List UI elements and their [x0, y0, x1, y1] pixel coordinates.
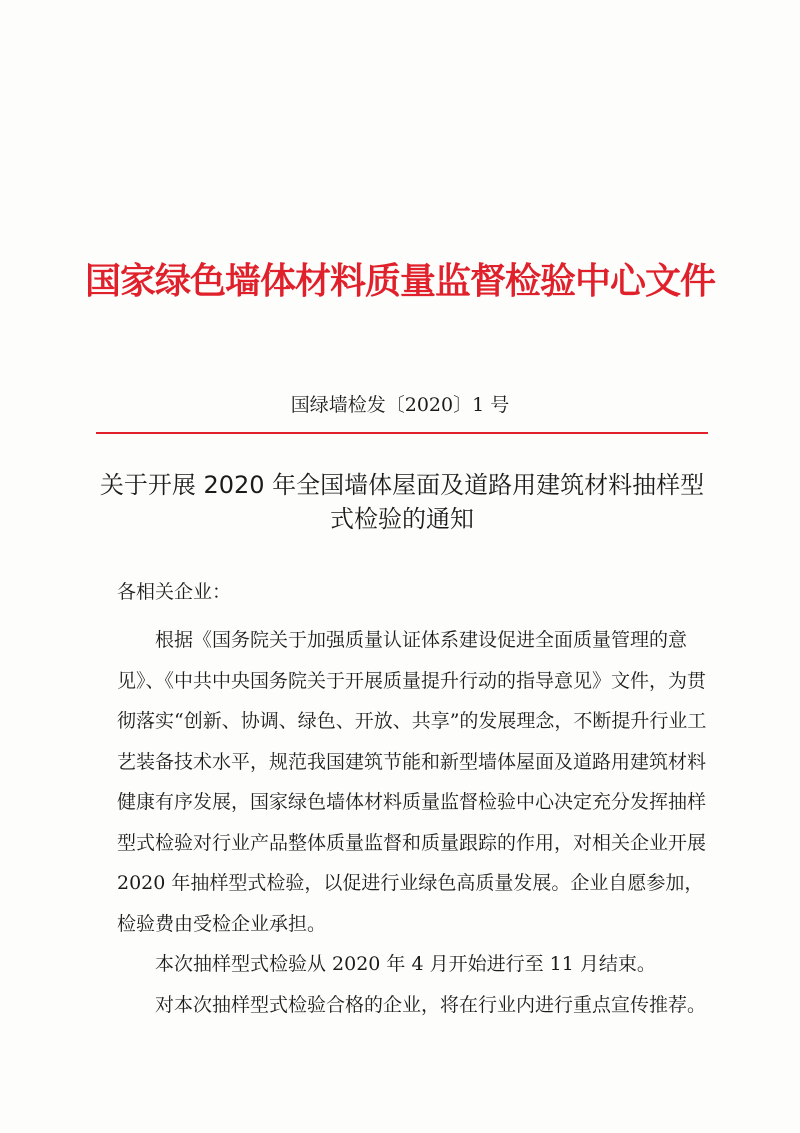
paragraph-3: 对本次抽样型式检验合格的企业，将在行业内进行重点宣传推荐。 [155, 993, 707, 1016]
body-text [117, 620, 717, 1025]
notice-title: 关于开展 2020 年全国墙体屋面及道路用建筑材料抽样型式检验的通知 [99, 471, 705, 533]
document-number: 国绿墙检发〔2020〕1 号 [290, 394, 510, 416]
paragraph-2: 本次抽样型式检验从 2020 年 4 月开始进行至 11 月结束。 [155, 953, 656, 975]
paragraph-1: 根据《国务院关于加强质量认证体系建设促进全面质量管理的意见》、《中共中央国务院关于开展质量提升行动的指导意见》文件，为贯彻落实“创新、协调、绿色、开放、共享”的发展理念，不断提升行业工艺装备技术水平，规范我国建筑节能和新型墙体屋面及道路用建筑材料健康有序发展，国家绿色墙体材料质量监督检验中心决定充分发挥抽样型式检验对行业产品整体质量监督和质量跟踪的作用，对相关企业开展 2020 年抽样型式检验，以促进行业绿色高质量发展。企业自愿参加，检验费由受检企业承担。 [117, 629, 707, 935]
red-divider-line [96, 432, 708, 434]
issuer-header-title: 国家绿色墙体材料质量监督检验中心文件 [84, 261, 715, 302]
salutation: 各相关企业： [117, 581, 232, 603]
